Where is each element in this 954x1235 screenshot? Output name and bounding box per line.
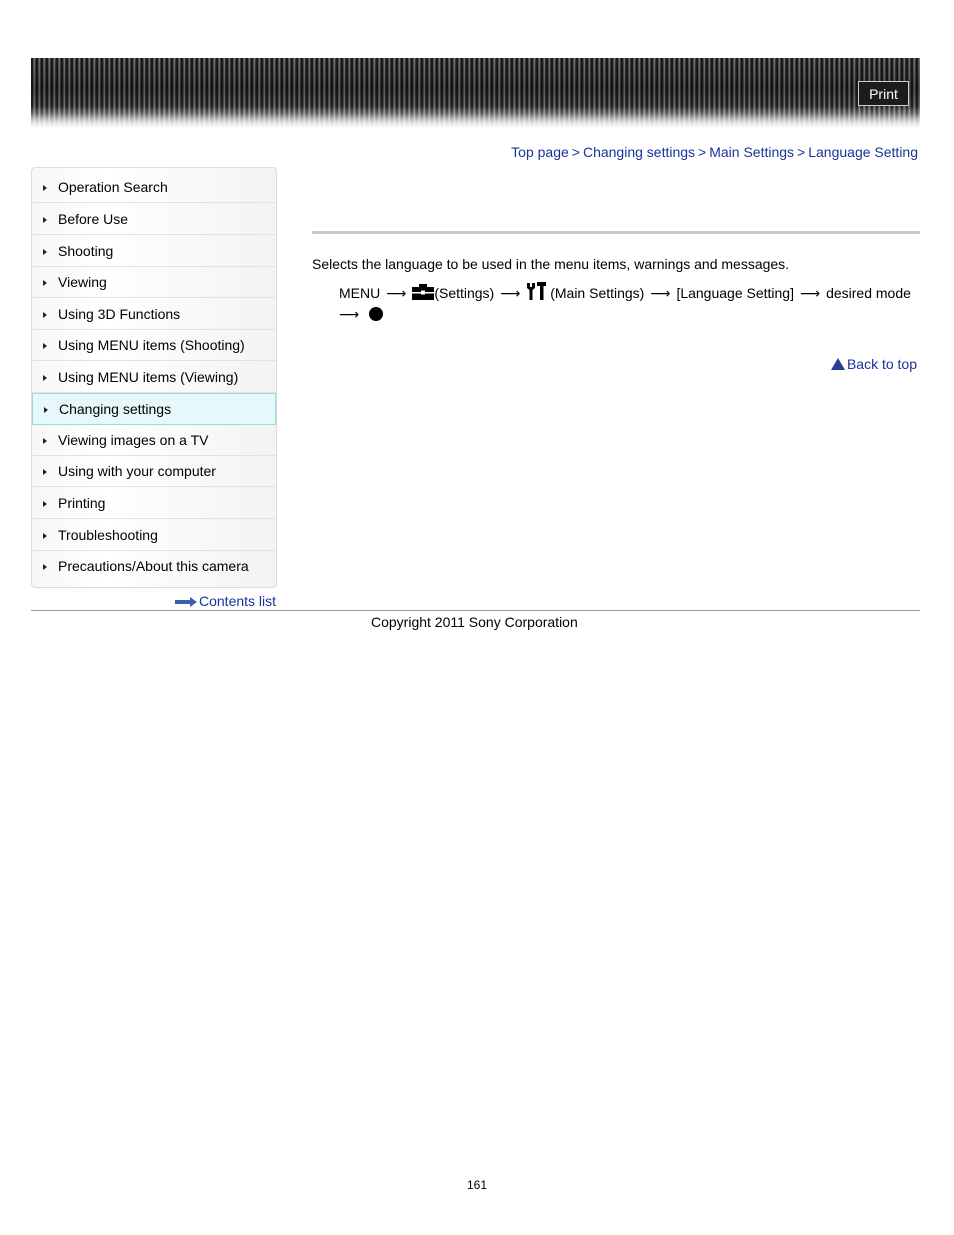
sidebar-item-label: Shooting [58,243,114,259]
sidebar-item-label: Changing settings [59,401,172,417]
breadcrumb-separator: > [797,144,806,160]
arrow-right-icon: ⟶ [386,285,407,301]
arrow-right-icon [43,343,47,349]
center-button-icon [369,307,383,321]
breadcrumb-changing-settings[interactable]: Changing settings [582,144,696,160]
wrench-screwdriver-icon [526,282,546,303]
sidebar-item-label: Before Use [58,211,129,227]
sidebar-item-label: Operation Search [58,179,168,195]
breadcrumb-separator: > [571,144,580,160]
sidebar-item-label: Viewing [58,274,107,290]
sidebar-item-label: Viewing images on a TV [58,432,209,448]
menu-procedure-confirm [339,306,383,323]
arrow-right-icon [43,375,47,381]
sidebar-item-label: Using 3D Functions [58,306,181,322]
language-setting-label: [Language Setting] [676,285,794,301]
desired-mode-label: desired mode [826,285,911,301]
arrow-right-icon [43,249,47,255]
settings-label: (Settings) [434,285,495,301]
back-to-top-link[interactable] [831,356,917,372]
title-divider [312,231,920,234]
arrow-right-icon [43,438,47,444]
arrow-right-icon: ⟶ [799,285,821,301]
header-shade [31,106,920,128]
arrow-right-icon [43,312,47,318]
breadcrumb-language-setting[interactable]: Language Setting [808,144,918,160]
toolbox-icon [412,284,434,303]
sidebar-item-precautions[interactable] [32,551,276,582]
breadcrumb-separator: > [698,144,707,160]
sidebar-item-menu-shooting[interactable] [32,330,276,361]
back-to-top-label: Back to top [846,356,917,372]
page-number: 161 [466,1178,488,1192]
sidebar-item-3d-functions[interactable] [32,299,276,330]
sidebar-item-label: Printing [58,495,106,511]
header-banner [31,58,920,128]
sidebar-item-label: Troubleshooting [58,527,158,543]
sidebar-item-changing-settings[interactable] [32,393,276,425]
triangle-up-icon [831,358,845,370]
menu-label: MENU [339,285,381,301]
contents-list-link[interactable] [175,593,276,609]
breadcrumb-top-page[interactable]: Top page [511,144,569,160]
contents-list-label: Contents list [199,593,277,609]
arrow-right-icon [43,533,47,539]
sidebar-item-label: Using with your computer [58,463,216,479]
breadcrumb [511,144,918,160]
sidebar-item-shooting[interactable] [32,236,276,267]
sidebar-item-computer[interactable] [32,456,276,487]
intro-text: Selects the language to be used in the menu items, warnings and messages. [312,256,790,272]
arrow-right-icon [44,407,48,413]
sidebar-item-printing[interactable] [32,488,276,519]
menu-procedure [339,282,911,303]
sidebar-item-troubleshooting[interactable] [32,520,276,551]
sidebar-item-before-use[interactable] [32,204,276,235]
arrow-right-icon: ⟶ [500,285,521,301]
sidebar-nav [31,167,277,588]
footer-divider [31,610,920,611]
arrow-right-icon [43,217,47,223]
copyright-text: Copyright 2011 Sony Corporation [371,614,578,630]
arrow-right-icon [43,469,47,475]
sidebar-item-label: Using MENU items (Shooting) [58,337,245,353]
arrow-right-icon: ⟶ [650,285,671,301]
sidebar-item-viewing-tv[interactable] [32,425,276,456]
main-settings-label: (Main Settings) [550,285,645,301]
sidebar-item-viewing[interactable] [32,267,276,298]
print-button[interactable]: Print [858,81,909,106]
breadcrumb-main-settings[interactable]: Main Settings [709,144,795,160]
arrow-right-icon [43,564,47,570]
arrow-right-icon [43,185,47,191]
sidebar-item-menu-viewing[interactable] [32,362,276,393]
arrow-right-icon: ⟶ [339,306,360,322]
sidebar-item-label: Using MENU items (Viewing) [58,369,239,385]
sidebar-item-label: Precautions/About this camera [58,558,249,574]
arrow-right-icon [175,598,197,606]
arrow-right-icon [43,501,47,507]
sidebar-item-operation-search[interactable] [32,172,276,203]
arrow-right-icon [43,280,47,286]
